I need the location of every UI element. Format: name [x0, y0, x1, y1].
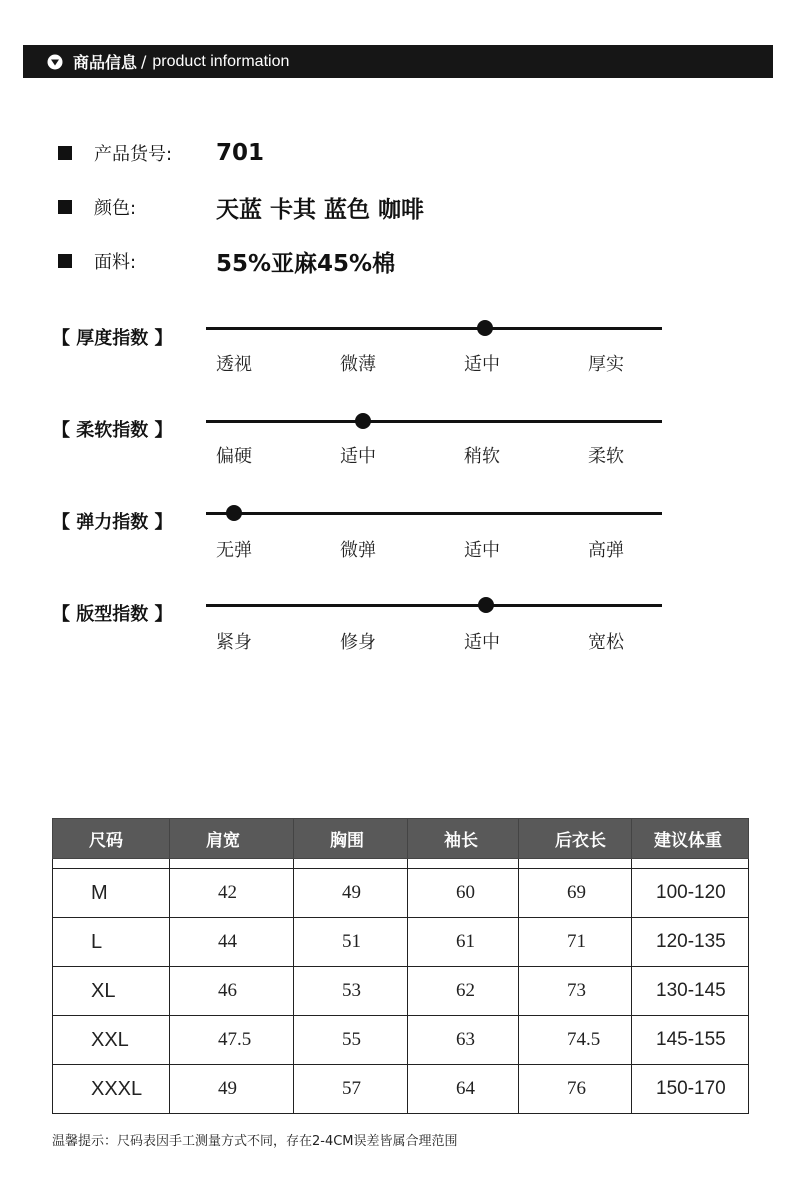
- table-row: [53, 967, 749, 1016]
- index-marker-dot: [226, 505, 242, 521]
- table-cell: 42: [170, 869, 294, 918]
- index-label: 【 版型指数 】: [52, 604, 173, 625]
- heart-down-icon: [47, 54, 63, 70]
- table-header-cell: 袖长: [408, 819, 519, 859]
- table-cell: 64: [408, 1065, 519, 1114]
- index-scale-line: [206, 604, 662, 607]
- square-bullet-icon: [58, 254, 72, 268]
- table-cell: XXXL: [53, 1065, 170, 1114]
- table-cell: 61: [408, 918, 519, 967]
- table-cell: 130-145: [632, 967, 749, 1016]
- table-header-row: [53, 819, 749, 859]
- table-cell: XL: [53, 967, 170, 1016]
- index-option: 高弹: [588, 540, 624, 561]
- table-cell: 55: [294, 1016, 408, 1065]
- table-cell: 69: [519, 869, 632, 918]
- index-option: 稍软: [464, 446, 500, 467]
- index-option: 修身: [340, 632, 376, 653]
- table-cell: 46: [170, 967, 294, 1016]
- table-cell: 150-170: [632, 1065, 749, 1114]
- index-option: 宽松: [588, 632, 624, 653]
- index-option: 适中: [464, 540, 500, 561]
- index-marker-dot: [355, 413, 371, 429]
- index-marker-dot: [477, 320, 493, 336]
- index-option: 适中: [464, 632, 500, 653]
- size-tip-note: 温馨提示：尺码表因手工测量方式不同，存在2-4CM误差皆属合理范围: [52, 1134, 458, 1149]
- table-row: [53, 918, 749, 967]
- header-separator: /: [141, 52, 147, 71]
- info-label: 产品货号:: [94, 144, 173, 165]
- table-header-cell: 肩宽: [170, 819, 294, 859]
- table-row: [53, 1016, 749, 1065]
- index-option: 适中: [464, 354, 500, 375]
- table-header-cell: 建议体重: [632, 819, 749, 859]
- index-label: 【 柔软指数 】: [52, 420, 173, 441]
- table-cell: 71: [519, 918, 632, 967]
- index-option: 偏硬: [216, 446, 252, 467]
- table-header-cell: 胸围: [294, 819, 408, 859]
- info-row-item-number: [58, 137, 264, 169]
- table-cell: 63: [408, 1016, 519, 1065]
- index-option: 微弹: [340, 540, 376, 561]
- index-scale-line: [206, 420, 662, 423]
- index-option: 微薄: [340, 354, 376, 375]
- square-bullet-icon: [58, 200, 72, 214]
- table-cell: 62: [408, 967, 519, 1016]
- table-cell: 73: [519, 967, 632, 1016]
- table-cell: 145-155: [632, 1016, 749, 1065]
- index-option: 适中: [340, 446, 376, 467]
- index-scale-line: [206, 512, 662, 515]
- table-cell: M: [53, 869, 170, 918]
- info-label: 颜色:: [94, 198, 137, 219]
- table-cell: 120-135: [632, 918, 749, 967]
- info-value: 55%亚麻45%棉: [216, 250, 396, 277]
- index-label: 【 弹力指数 】: [52, 512, 173, 533]
- index-marker-dot: [478, 597, 494, 613]
- table-cell: 44: [170, 918, 294, 967]
- index-option: 透视: [216, 354, 252, 375]
- table-row: [53, 1065, 749, 1114]
- table-header-cell: 尺码: [53, 819, 170, 859]
- info-label: 面料:: [94, 252, 137, 273]
- table-cell: L: [53, 918, 170, 967]
- table-header-cell: 后衣长: [519, 819, 632, 859]
- index-label: 【 厚度指数 】: [52, 328, 173, 349]
- square-bullet-icon: [58, 146, 72, 160]
- info-value: 天蓝 卡其 蓝色 咖啡: [216, 196, 425, 223]
- index-option: 柔软: [588, 446, 624, 467]
- table-cell: 53: [294, 967, 408, 1016]
- header-title-en: product information: [152, 52, 290, 70]
- header-title-cn: 商品信息: [73, 53, 138, 72]
- size-table: [52, 818, 749, 1114]
- table-cell: 100-120: [632, 869, 749, 918]
- table-cell: 47.5: [170, 1016, 294, 1065]
- table-row: [53, 869, 749, 918]
- index-option: 无弹: [216, 540, 252, 561]
- table-cell: XXL: [53, 1016, 170, 1065]
- table-cell: 60: [408, 869, 519, 918]
- table-cell: 49: [294, 869, 408, 918]
- index-option: 紧身: [216, 632, 252, 653]
- index-scale-line: [206, 327, 662, 330]
- table-cell: 51: [294, 918, 408, 967]
- table-cell: 57: [294, 1065, 408, 1114]
- info-row-color: [58, 191, 424, 223]
- table-spacer-row: [53, 859, 749, 869]
- index-option: 厚实: [588, 354, 624, 375]
- info-row-fabric: [58, 245, 395, 277]
- table-cell: 74.5: [519, 1016, 632, 1065]
- table-cell: 76: [519, 1065, 632, 1114]
- section-header: [23, 45, 773, 78]
- info-value: 701: [216, 140, 265, 166]
- table-cell: 49: [170, 1065, 294, 1114]
